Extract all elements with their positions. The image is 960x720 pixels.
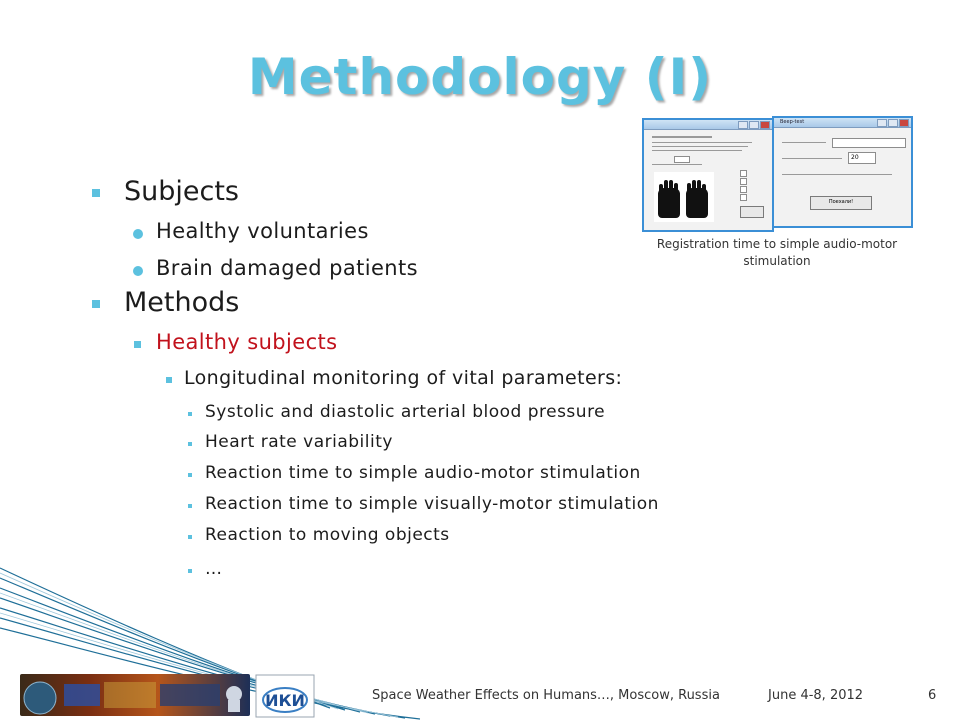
image-caption: Registration time to simple audio-motor stimulation bbox=[656, 237, 898, 268]
bullet-item: … bbox=[205, 559, 223, 579]
bullet-marker-icon bbox=[92, 300, 100, 308]
slide-title: Methodology (I) bbox=[247, 48, 713, 106]
screenshot-window-b-title: Beep-test bbox=[780, 119, 805, 125]
hands-icon bbox=[654, 172, 714, 222]
footer-date: June 4-8, 2012 bbox=[768, 688, 864, 703]
bullet-item: Reaction time to simple audio-motor stimulation bbox=[205, 463, 641, 483]
bullet-item: Methods bbox=[124, 287, 240, 318]
bullet-marker-icon bbox=[133, 229, 143, 239]
footer-text: Space Weather Effects on Humans…, Moscow, Russia bbox=[372, 688, 720, 703]
screenshot-window-b bbox=[772, 116, 913, 228]
screenshot-window-b-button: Поехали! bbox=[810, 196, 872, 210]
bullet-item: Healthy voluntaries bbox=[156, 219, 369, 243]
bullet-item: Healthy subjects bbox=[156, 330, 338, 354]
bullet-marker-icon bbox=[188, 412, 192, 416]
conference-banner bbox=[20, 674, 250, 716]
iki-logo bbox=[255, 674, 315, 718]
bullet-marker-icon bbox=[188, 535, 192, 539]
bullet-item: Heart rate variability bbox=[205, 432, 393, 452]
page-number: 6 bbox=[928, 688, 937, 703]
bullet-marker-icon bbox=[134, 341, 141, 348]
iki-logo-text: ИКИ bbox=[265, 691, 305, 710]
bullet-marker-icon bbox=[188, 442, 192, 446]
bullet-marker-icon bbox=[133, 266, 143, 276]
bullet-item: Reaction time to simple visually-motor stimulation bbox=[205, 494, 659, 514]
bullet-item: Reaction to moving objects bbox=[205, 525, 450, 545]
screenshot-window-b-value: 20 bbox=[848, 152, 876, 164]
bullet-marker-icon bbox=[92, 189, 100, 197]
bullet-marker-icon bbox=[188, 473, 192, 477]
bullet-marker-icon bbox=[188, 504, 192, 508]
bullet-item: Brain damaged patients bbox=[156, 256, 418, 280]
bullet-item: Subjects bbox=[124, 176, 240, 207]
bullet-item: Systolic and diastolic arterial blood pressure bbox=[205, 402, 606, 422]
screenshot-window-a bbox=[642, 118, 774, 232]
bullet-marker-icon bbox=[166, 377, 172, 383]
bullet-item: Longitudinal monitoring of vital parameters: bbox=[184, 367, 623, 389]
screenshot-image bbox=[642, 116, 910, 230]
